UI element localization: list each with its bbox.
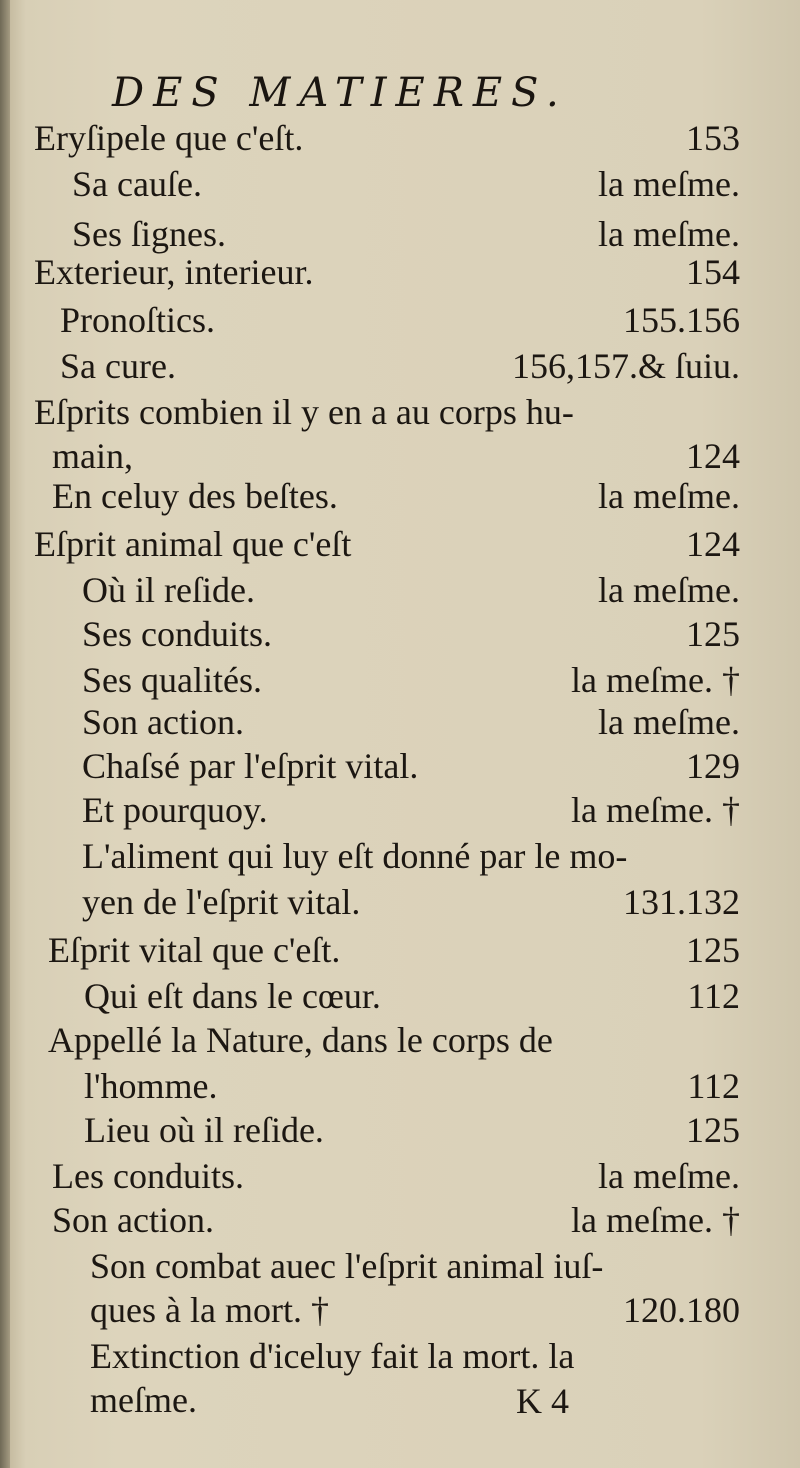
- index-entry: Où il reſide. la meſme.: [82, 570, 740, 610]
- index-entry: Sa cure. 156,157.& ſuiu.: [60, 346, 740, 386]
- index-entry: yen de l'eſprit vital. 131.132: [82, 882, 740, 922]
- index-entry: main, 124: [52, 436, 740, 476]
- index-entry: Lieu où il reſide. 125: [84, 1110, 740, 1150]
- index-entry: Son action. la meſme. †: [52, 1200, 740, 1240]
- index-entry: Eſprit animal que c'eſt 124: [34, 524, 740, 564]
- index-entry: Appellé la Nature, dans le corps de: [48, 1020, 553, 1060]
- index-entry: Extinction d'iceluy fait la mort. la: [90, 1336, 575, 1376]
- index-entry: Ses ſignes. la meſme.: [72, 214, 740, 254]
- index-entry: Chaſsé par l'eſprit vital. 129: [82, 746, 740, 786]
- index-entry: ques à la mort. † 120.180: [90, 1290, 740, 1330]
- index-entry: En celuy des beſtes. la meſme.: [52, 476, 740, 516]
- index-entry: Son combat auec l'eſprit animal iuſ-: [90, 1246, 604, 1286]
- index-entry: Et pourquoy. la meſme. †: [82, 790, 740, 830]
- index-entry: Pronoſtics. 155.156: [60, 300, 740, 340]
- index-entry: Les conduits. la meſme.: [52, 1156, 740, 1196]
- index-entry: Qui eſt dans le cœur. 112: [84, 976, 740, 1016]
- index-entry: L'aliment qui luy eſt donné par le mo-: [82, 836, 628, 876]
- index-entry: Eryſipele que c'eſt. 153: [34, 118, 740, 158]
- running-head: DES MATIERES.: [112, 70, 568, 116]
- index-entry: Exterieur, interieur. 154: [34, 252, 740, 292]
- index-entry: Sa cauſe. la meſme.: [72, 164, 740, 204]
- page-signature: K 4: [516, 1381, 569, 1421]
- index-entry: Eſprits combien il y en a au corps hu-: [34, 392, 574, 432]
- index-entry: Ses conduits. 125: [82, 614, 740, 654]
- index-entry: Son action. la meſme.: [82, 702, 740, 742]
- index-entry: Eſprit vital que c'eſt. 125: [48, 930, 740, 970]
- index-entry: l'homme. 112: [84, 1066, 740, 1106]
- index-entry: Ses qualités. la meſme. †: [82, 660, 740, 700]
- index-entry: meſme.: [90, 1380, 197, 1420]
